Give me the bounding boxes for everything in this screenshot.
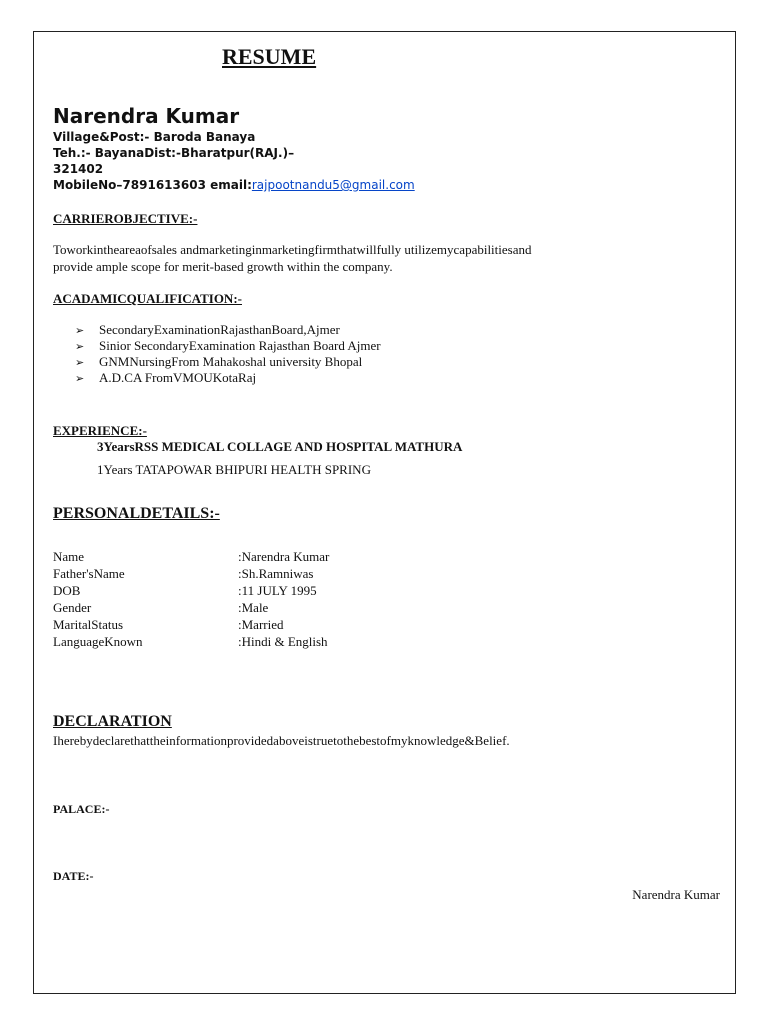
qualification-list [75, 322, 381, 386]
qualification-heading: ACADAMICQUALIFICATION:- [53, 291, 242, 306]
table-row: LanguageKnown :Hindi & English [53, 634, 328, 649]
list-item: ➢ Sinior SecondaryExamination Rajasthan Board Ajmer [75, 338, 381, 353]
contact-line [53, 178, 415, 192]
table-row: Name :Narendra Kumar [53, 549, 330, 564]
personal-details-table [53, 548, 329, 650]
arrow-bullet-icon: ➢ [75, 357, 85, 369]
experience-heading: EXPERIENCE:- [53, 423, 147, 438]
experience-item-1: 3YearsRSS MEDICAL COLLAGE AND HOSPITAL MATHURA [97, 439, 463, 454]
email-link[interactable]: rajpootnandu5@gmail.com [251, 178, 415, 192]
declaration-heading: DECLARATION [53, 713, 172, 730]
candidate-name: Narendra Kumar [53, 104, 240, 128]
date-label: DATE:- [53, 869, 94, 883]
objective-heading: CARRIEROBJECTIVE:- [53, 211, 198, 226]
objective-line-2: provide ample scope for merit-based growth within the company. [53, 259, 393, 274]
table-row: Gender :Male [53, 600, 269, 615]
address-line-1: Village&Post:- Baroda Banaya [53, 130, 256, 144]
arrow-bullet-icon: ➢ [75, 373, 85, 385]
objective-line-1: Toworkintheareaofsales andmarketinginmarketingfirmthatwillfully utilizemycapabilitiesand [53, 242, 532, 257]
address-line-2: Teh.:- BayanaDist:-Bharatpur(RAJ.)– [53, 146, 295, 160]
address-pincode: 321402 [53, 162, 104, 176]
arrow-bullet-icon: ➢ [75, 325, 85, 337]
place-label: PALACE:- [53, 802, 110, 816]
table-row: MaritalStatus :Married [53, 617, 284, 632]
list-item: ➢ GNMNursingFrom Mahakoshal university Bhopal [75, 354, 363, 369]
personal-heading: PERSONALDETAILS:- [53, 505, 220, 522]
experience-item-2: 1Years TATAPOWAR BHIPURI HEALTH SPRING [97, 462, 371, 477]
arrow-bullet-icon: ➢ [75, 341, 85, 353]
list-item: ➢ SecondaryExaminationRajasthanBoard,Ajmer [75, 322, 340, 337]
table-row: Father'sName :Sh.Ramniwas [53, 566, 314, 581]
signature-name: Narendra Kumar [632, 887, 720, 902]
declaration-text: Iherebydeclarethattheinformationprovidedaboveistruetothebestofmyknowledge&Belief. [53, 733, 510, 748]
table-row: DOB :11 JULY 1995 [53, 583, 317, 598]
mobile-label: MobileNo–7891613603 email: [53, 178, 252, 192]
resume-title: RESUME [222, 44, 317, 69]
list-item: ➢ A.D.CA FromVMOUKotaRaj [75, 370, 257, 385]
